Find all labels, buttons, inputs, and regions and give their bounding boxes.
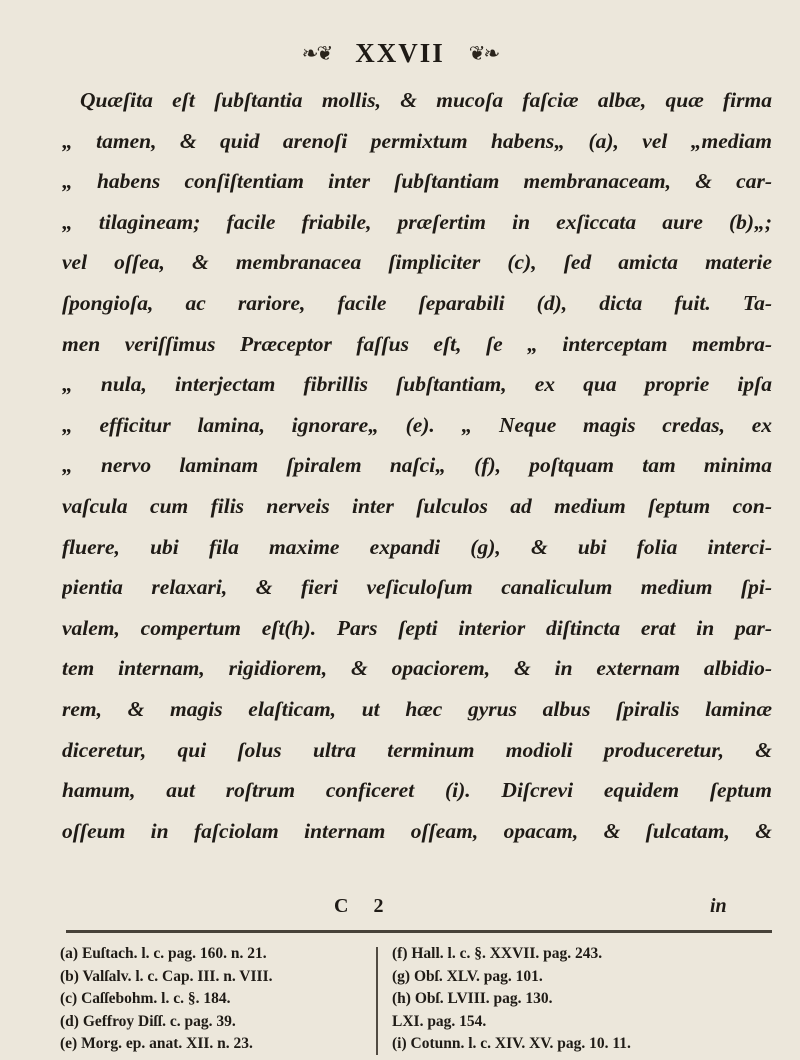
ornament-right-icon: ❦❧ bbox=[468, 41, 499, 65]
text-line: rem, & magis elaſticam, ut hæc gyrus albus ſpiralis laminæ bbox=[62, 696, 772, 721]
text-line: hamum, aut roſtrum conficeret (i). Diſcrevi equidem ſeptum bbox=[62, 778, 772, 803]
text-line: vaſcula cum filis nerveis inter ſulculos ad medium ſeptum con- bbox=[62, 493, 772, 518]
footnote: (a) Euſtach. l. c. pag. 160. n. 21. bbox=[60, 945, 267, 962]
footnote-rule bbox=[66, 930, 772, 933]
text-line: pientia relaxari, & fieri veſiculoſum canaliculum medium ſpi- bbox=[62, 575, 772, 600]
footnote: (f) Hall. l. c. §. XXVII. pag. 243. bbox=[392, 945, 603, 962]
text-line: oſſeum in faſciolam internam oſſeam, opacam, & ſulcatam, & bbox=[62, 818, 772, 843]
text-line: „ tamen, & quid arenoſi permixtum habens„ (a), vel „mediam bbox=[62, 128, 772, 153]
catchword: in bbox=[710, 895, 727, 917]
text-line: valem, compertum eſt(h). Pars ſepti interior diſtincta erat in par- bbox=[62, 615, 772, 640]
ornament-left-icon: ❧❦ bbox=[301, 41, 332, 65]
text-line: vel oſſea, & membranacea ſimpliciter (c), ſed amicta materie bbox=[62, 250, 772, 275]
text-line: tem internam, rigidiorem, & opaciorem, & in externam albidio- bbox=[62, 656, 772, 681]
catch-line bbox=[0, 895, 800, 925]
text-line: Quæſita eſt ſubſtantia mollis, & mucoſa faſciæ albæ, quæ firma bbox=[80, 88, 772, 112]
footnote: (b) Valſalv. l. c. Cap. III. n. VIII. bbox=[60, 967, 273, 985]
footnote: LXI. pag. 154. bbox=[392, 1012, 487, 1030]
footnote: (e) Morg. ep. anat. XII. n. 23. bbox=[60, 1035, 253, 1052]
text-line: „ habens conſiſtentiam inter ſubſtantiam membranaceam, & car- bbox=[62, 169, 772, 194]
signature-mark: C 2 bbox=[334, 895, 394, 917]
footnote: (g) Obſ. XLV. pag. 101. bbox=[392, 967, 543, 985]
footnotes bbox=[60, 943, 780, 1059]
footnote: (h) Obſ. LVIII. pag. 130. bbox=[392, 990, 553, 1007]
footnote: (d) Geffroy Diſſ. c. pag. 39. bbox=[60, 1012, 236, 1030]
page-number: XXVII bbox=[355, 37, 445, 68]
footnote: (c) Caſſebohm. l. c. §. 184. bbox=[60, 990, 231, 1007]
footnote: (i) Cotunn. l. c. XIV. XV. pag. 10. 11. bbox=[392, 1035, 631, 1052]
text-line: fluere, ubi fila maxime expandi (g), & ubi folia interci- bbox=[62, 534, 772, 559]
text-line: men veriſſimus Præceptor faſſus eſt, ſe „ interceptam membra- bbox=[62, 331, 772, 356]
page-header bbox=[0, 36, 800, 70]
text-line: „ efficitur lamina, ignorare„ (e). „ Neque magis credas, ex bbox=[62, 412, 772, 437]
main-text bbox=[62, 80, 772, 851]
text-line: ſpongioſa, ac rariore, facile ſeparabili (d), dicta fuit. Ta- bbox=[62, 290, 772, 315]
text-line: „ nervo laminam ſpiralem naſci„ (f), poſtquam tam minima bbox=[62, 453, 772, 478]
text-line: „ nula, interjectam fibrillis ſubſtantiam, ex qua proprie ipſa bbox=[62, 372, 772, 397]
text-line: „ tilagineam; facile friabile, præſertim in exſiccata aure (b)„; bbox=[62, 209, 772, 234]
text-line: diceretur, qui ſolus ultra terminum modioli produceretur, & bbox=[62, 737, 772, 762]
column-divider bbox=[376, 947, 378, 1055]
footnotes-left-column bbox=[60, 943, 360, 1056]
footnotes-right-column bbox=[392, 943, 792, 1056]
